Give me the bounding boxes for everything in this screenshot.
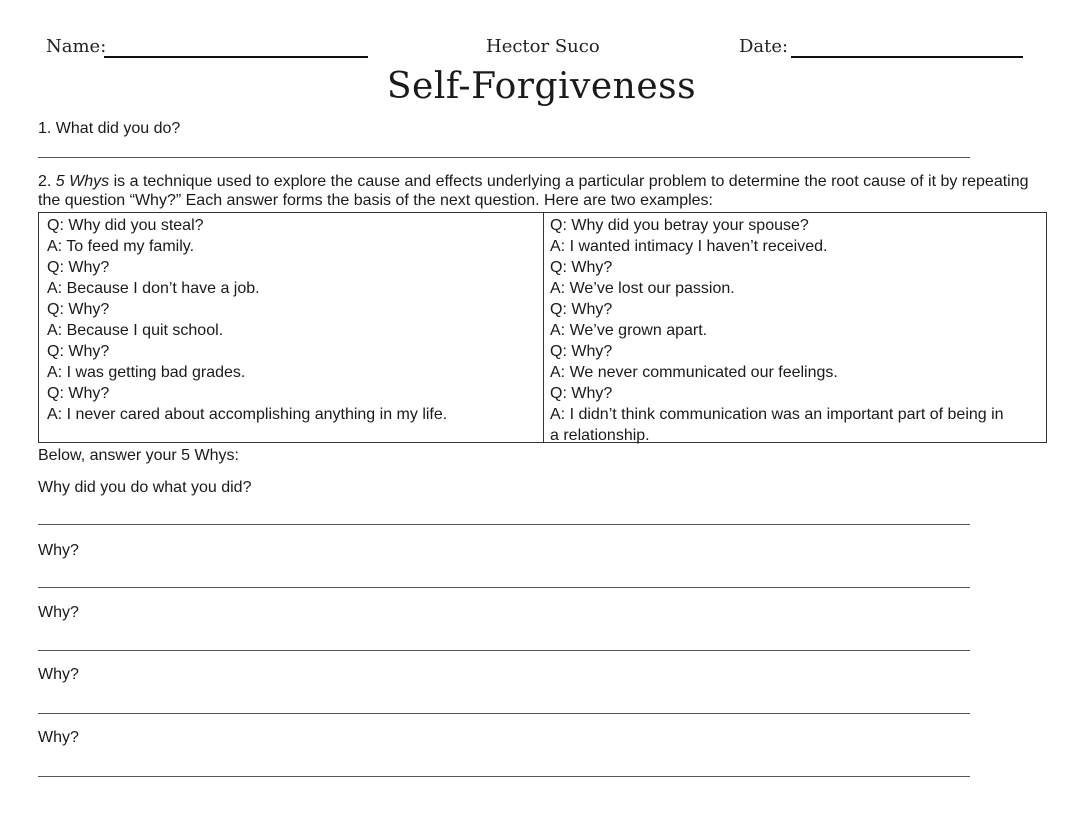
answer-line-1[interactable] — [38, 524, 970, 525]
example-line: Q: Why? — [47, 259, 110, 276]
example-line: Q: Why? — [550, 301, 613, 318]
example-line: Q: Why? — [47, 301, 110, 318]
date-field[interactable] — [791, 56, 1023, 58]
five-whys-intro — [38, 172, 1053, 210]
date-label: Date: — [739, 36, 789, 57]
answer-line-q1[interactable] — [38, 157, 970, 158]
prompt-why-5: Why? — [38, 729, 79, 746]
example-line: A: To feed my family. — [47, 238, 195, 255]
answer-section-intro: Below, answer your 5 Whys: — [38, 447, 239, 464]
example-line: Q: Why? — [47, 343, 110, 360]
example-line: A: I wanted intimacy I haven’t received. — [550, 238, 828, 255]
answer-line-3[interactable] — [38, 650, 970, 651]
answer-line-5[interactable] — [38, 776, 970, 777]
name-label: Name: — [46, 36, 107, 57]
page-title: Self-Forgiveness — [386, 66, 697, 107]
prompt-why-did-you: Why did you do what you did? — [38, 479, 252, 496]
example-line: A: I didn’t think communication was an important part of being in a relationship. — [550, 406, 1004, 444]
example-line: Q: Why? — [550, 343, 613, 360]
name-field[interactable] — [104, 56, 368, 58]
example-line: A: We’ve grown apart. — [550, 322, 708, 339]
intro-text: is a technique used to explore the cause and effects underlying a particular problem to determine the root cause of it by repeating the question “Why?” Each answer forms the basis of the next question. Here are two examples: — [38, 173, 1029, 209]
intro-number: 2. — [38, 173, 52, 190]
question-1: 1. What did you do? — [38, 120, 181, 137]
example-line: A: We never communicated our feelings. — [550, 364, 838, 381]
example-line: A: I never cared about accomplishing anything in my life. — [47, 406, 448, 423]
example-line: A: Because I don’t have a job. — [47, 280, 260, 297]
prompt-why-3: Why? — [38, 604, 79, 621]
example-line: Q: Why? — [550, 385, 613, 402]
example-line: A: We’ve lost our passion. — [550, 280, 735, 297]
example-line: Q: Why did you betray your spouse? — [550, 217, 809, 234]
example-line: Q: Why? — [47, 385, 110, 402]
example-line: A: Because I quit school. — [47, 322, 224, 339]
answer-line-4[interactable] — [38, 713, 970, 714]
answer-line-2[interactable] — [38, 587, 970, 588]
intro-term: 5 Whys — [55, 173, 110, 190]
prompt-why-4: Why? — [38, 666, 79, 683]
author-name: Hector Suco — [486, 36, 600, 57]
examples-table — [38, 212, 1047, 443]
prompt-why-2: Why? — [38, 542, 79, 559]
example-column-left — [39, 213, 544, 442]
example-line: Q: Why? — [550, 259, 613, 276]
example-line: Q: Why did you steal? — [47, 217, 204, 234]
example-column-right — [544, 213, 1046, 442]
example-line: A: I was getting bad grades. — [47, 364, 246, 381]
